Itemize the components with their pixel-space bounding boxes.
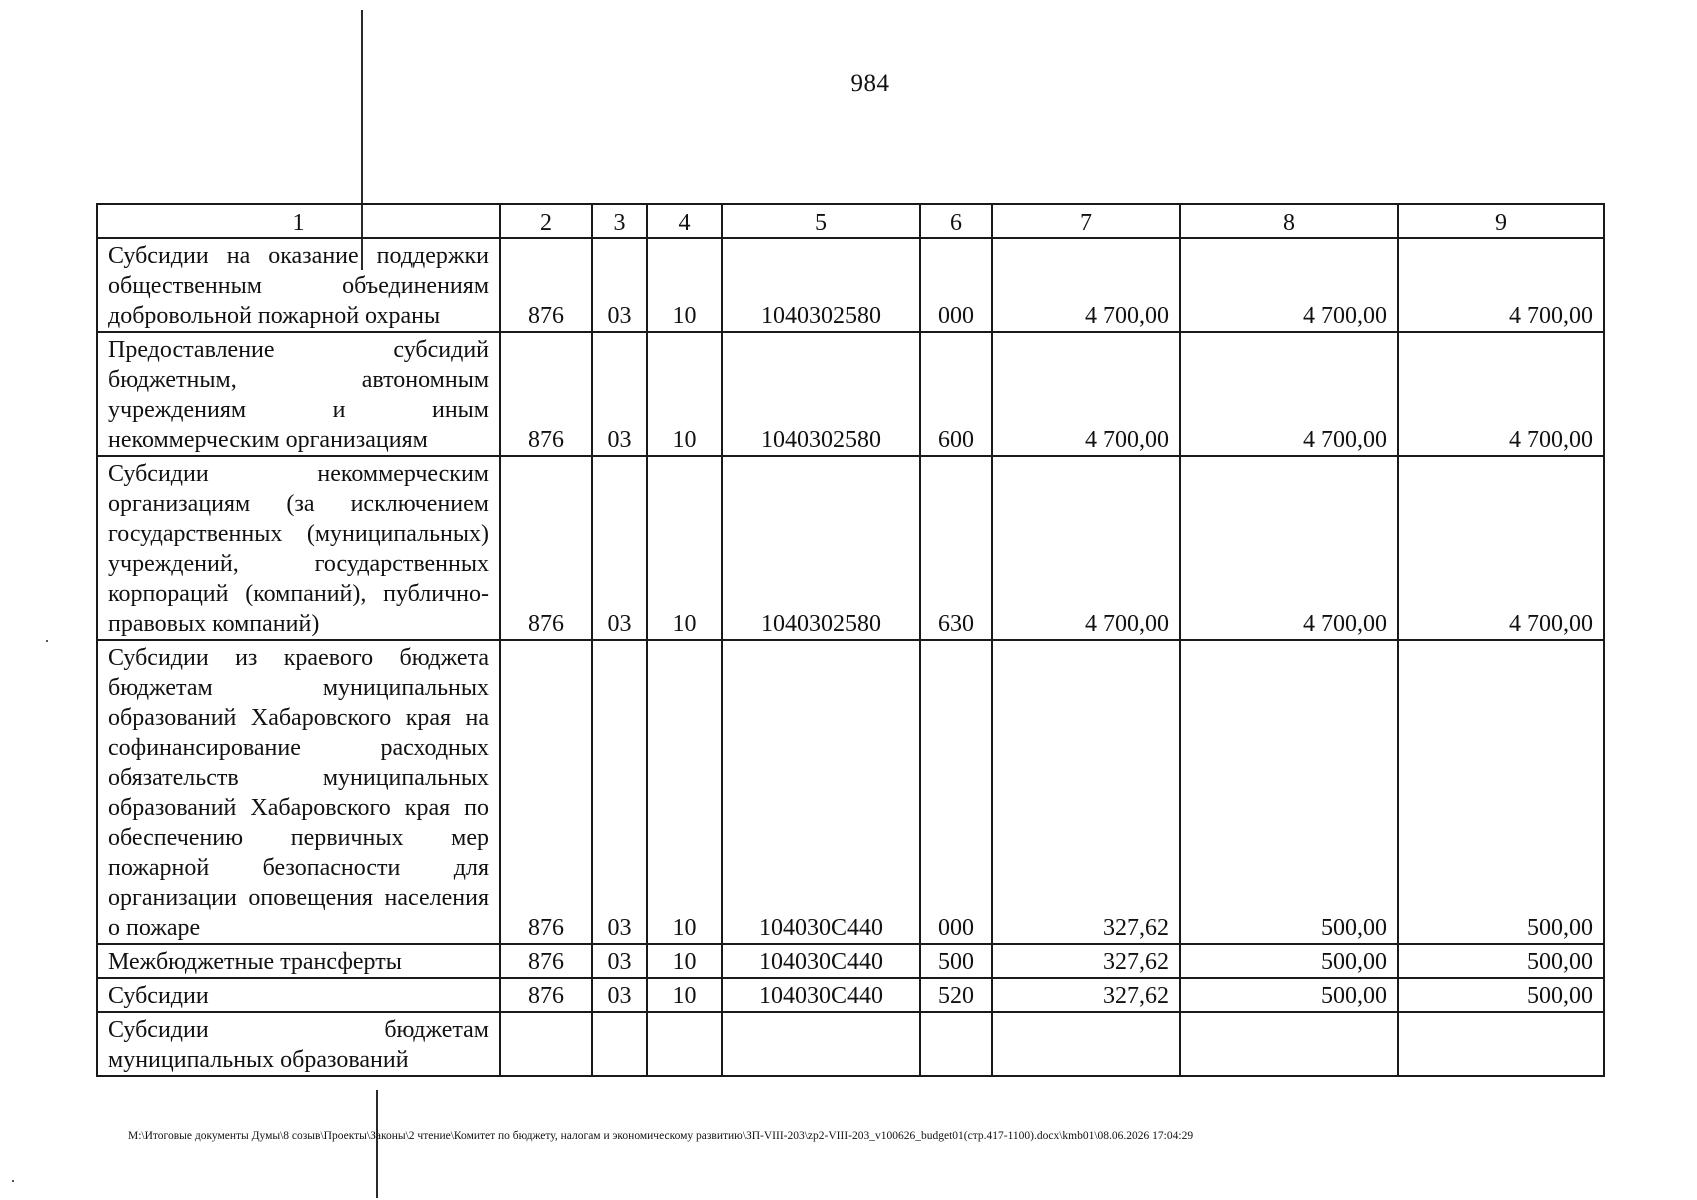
column-header: 2 [500,204,592,238]
cell-amount: 4 700,00 [1398,456,1604,640]
cell-code: 10 [647,332,722,456]
cell-amount: 4 700,00 [1398,332,1604,456]
cell-code: 10 [647,978,722,1012]
row-name: Субсидии некоммерческим организациям (за исключением государственных (муниципальных) учреждений, государственных корпораций (компаний), публично-правовых компаний) [97,456,500,640]
cell-amount: 500,00 [1398,944,1604,978]
cell-code: 876 [500,640,592,944]
cell-code [647,1012,722,1076]
scan-speck [46,640,48,642]
document-file-path: M:\Итоговые документы Думы\8 созыв\Проекты\Законы\2 чтение\Комитет по бюджету, налогам и экономическому развитию\ЗП-VIII-203\zp2-VIII-203_v100626_budget01(стр.417-1100).docx\kmb01\08.06.2026 17:04:29 [128,1130,1194,1142]
row-name: Субсидии [97,978,500,1012]
column-header: 6 [920,204,992,238]
cell-code: 1040302580 [722,238,920,332]
row-name: Межбюджетные трансферты [97,944,500,978]
page-number: 984 [850,70,890,97]
cell-code: 876 [500,332,592,456]
scan-speck [12,1180,14,1182]
table-row [97,456,1604,640]
cell-amount: 327,62 [992,978,1180,1012]
cell-code: 104030С440 [722,978,920,1012]
cell-amount: 4 700,00 [1180,456,1398,640]
cell-amount: 327,62 [992,640,1180,944]
table-row [97,332,1604,456]
cell-code: 1040302580 [722,456,920,640]
cell-code [592,1012,647,1076]
cell-code: 000 [920,640,992,944]
row-name: Субсидии бюджетам муниципальных образований [97,1012,500,1076]
cell-amount: 327,62 [992,944,1180,978]
cell-code: 10 [647,238,722,332]
cell-amount [992,1012,1180,1076]
cell-code: 876 [500,944,592,978]
cell-amount: 4 700,00 [1180,332,1398,456]
cell-code: 10 [647,944,722,978]
table-row [97,944,1604,978]
cell-code: 630 [920,456,992,640]
cell-code: 000 [920,238,992,332]
scan-artifact-line [376,1090,378,1198]
cell-code: 03 [592,332,647,456]
cell-code: 03 [592,456,647,640]
column-header: 9 [1398,204,1604,238]
cell-amount: 4 700,00 [992,456,1180,640]
cell-code: 520 [920,978,992,1012]
table-row [97,640,1604,944]
cell-code: 10 [647,456,722,640]
cell-amount: 4 700,00 [992,238,1180,332]
cell-code: 500 [920,944,992,978]
cell-code: 876 [500,978,592,1012]
cell-code: 876 [500,238,592,332]
table-row [97,978,1604,1012]
cell-code: 104030С440 [722,944,920,978]
column-header: 8 [1180,204,1398,238]
cell-amount [1398,1012,1604,1076]
cell-amount: 500,00 [1180,640,1398,944]
cell-code [500,1012,592,1076]
row-name: Субсидии из краевого бюджета бюджетам муниципальных образований Хабаровского края на софинансирование расходных обязательств муниципальных образований Хабаровского края по обеспечению первичных мер пожарной безопасности для организации оповещения населения о пожаре [97,640,500,944]
cell-code: 600 [920,332,992,456]
row-name: Субсидии на оказание поддержки общественным объединениям добровольной пожарной охраны [97,238,500,332]
column-header: 1 [97,204,500,238]
column-header: 7 [992,204,1180,238]
cell-amount: 500,00 [1180,944,1398,978]
cell-amount: 500,00 [1398,640,1604,944]
table-row [97,238,1604,332]
cell-code: 03 [592,640,647,944]
cell-code: 03 [592,978,647,1012]
cell-amount: 4 700,00 [992,332,1180,456]
column-header: 3 [592,204,647,238]
cell-amount: 4 700,00 [1180,238,1398,332]
column-header: 4 [647,204,722,238]
cell-code: 10 [647,640,722,944]
cell-code: 876 [500,456,592,640]
cell-amount: 4 700,00 [1398,238,1604,332]
cell-amount: 500,00 [1398,978,1604,1012]
cell-code [920,1012,992,1076]
cell-code: 1040302580 [722,332,920,456]
cell-code: 03 [592,944,647,978]
table-header-row [97,204,1604,238]
row-name: Предоставление субсидий бюджетным, автономным учреждениям и иным некоммерческим организациям [97,332,500,456]
cell-code: 03 [592,238,647,332]
cell-amount: 500,00 [1180,978,1398,1012]
budget-table [96,203,1605,1077]
cell-code [722,1012,920,1076]
table-row [97,1012,1604,1076]
column-header: 5 [722,204,920,238]
cell-code: 104030С440 [722,640,920,944]
cell-amount [1180,1012,1398,1076]
